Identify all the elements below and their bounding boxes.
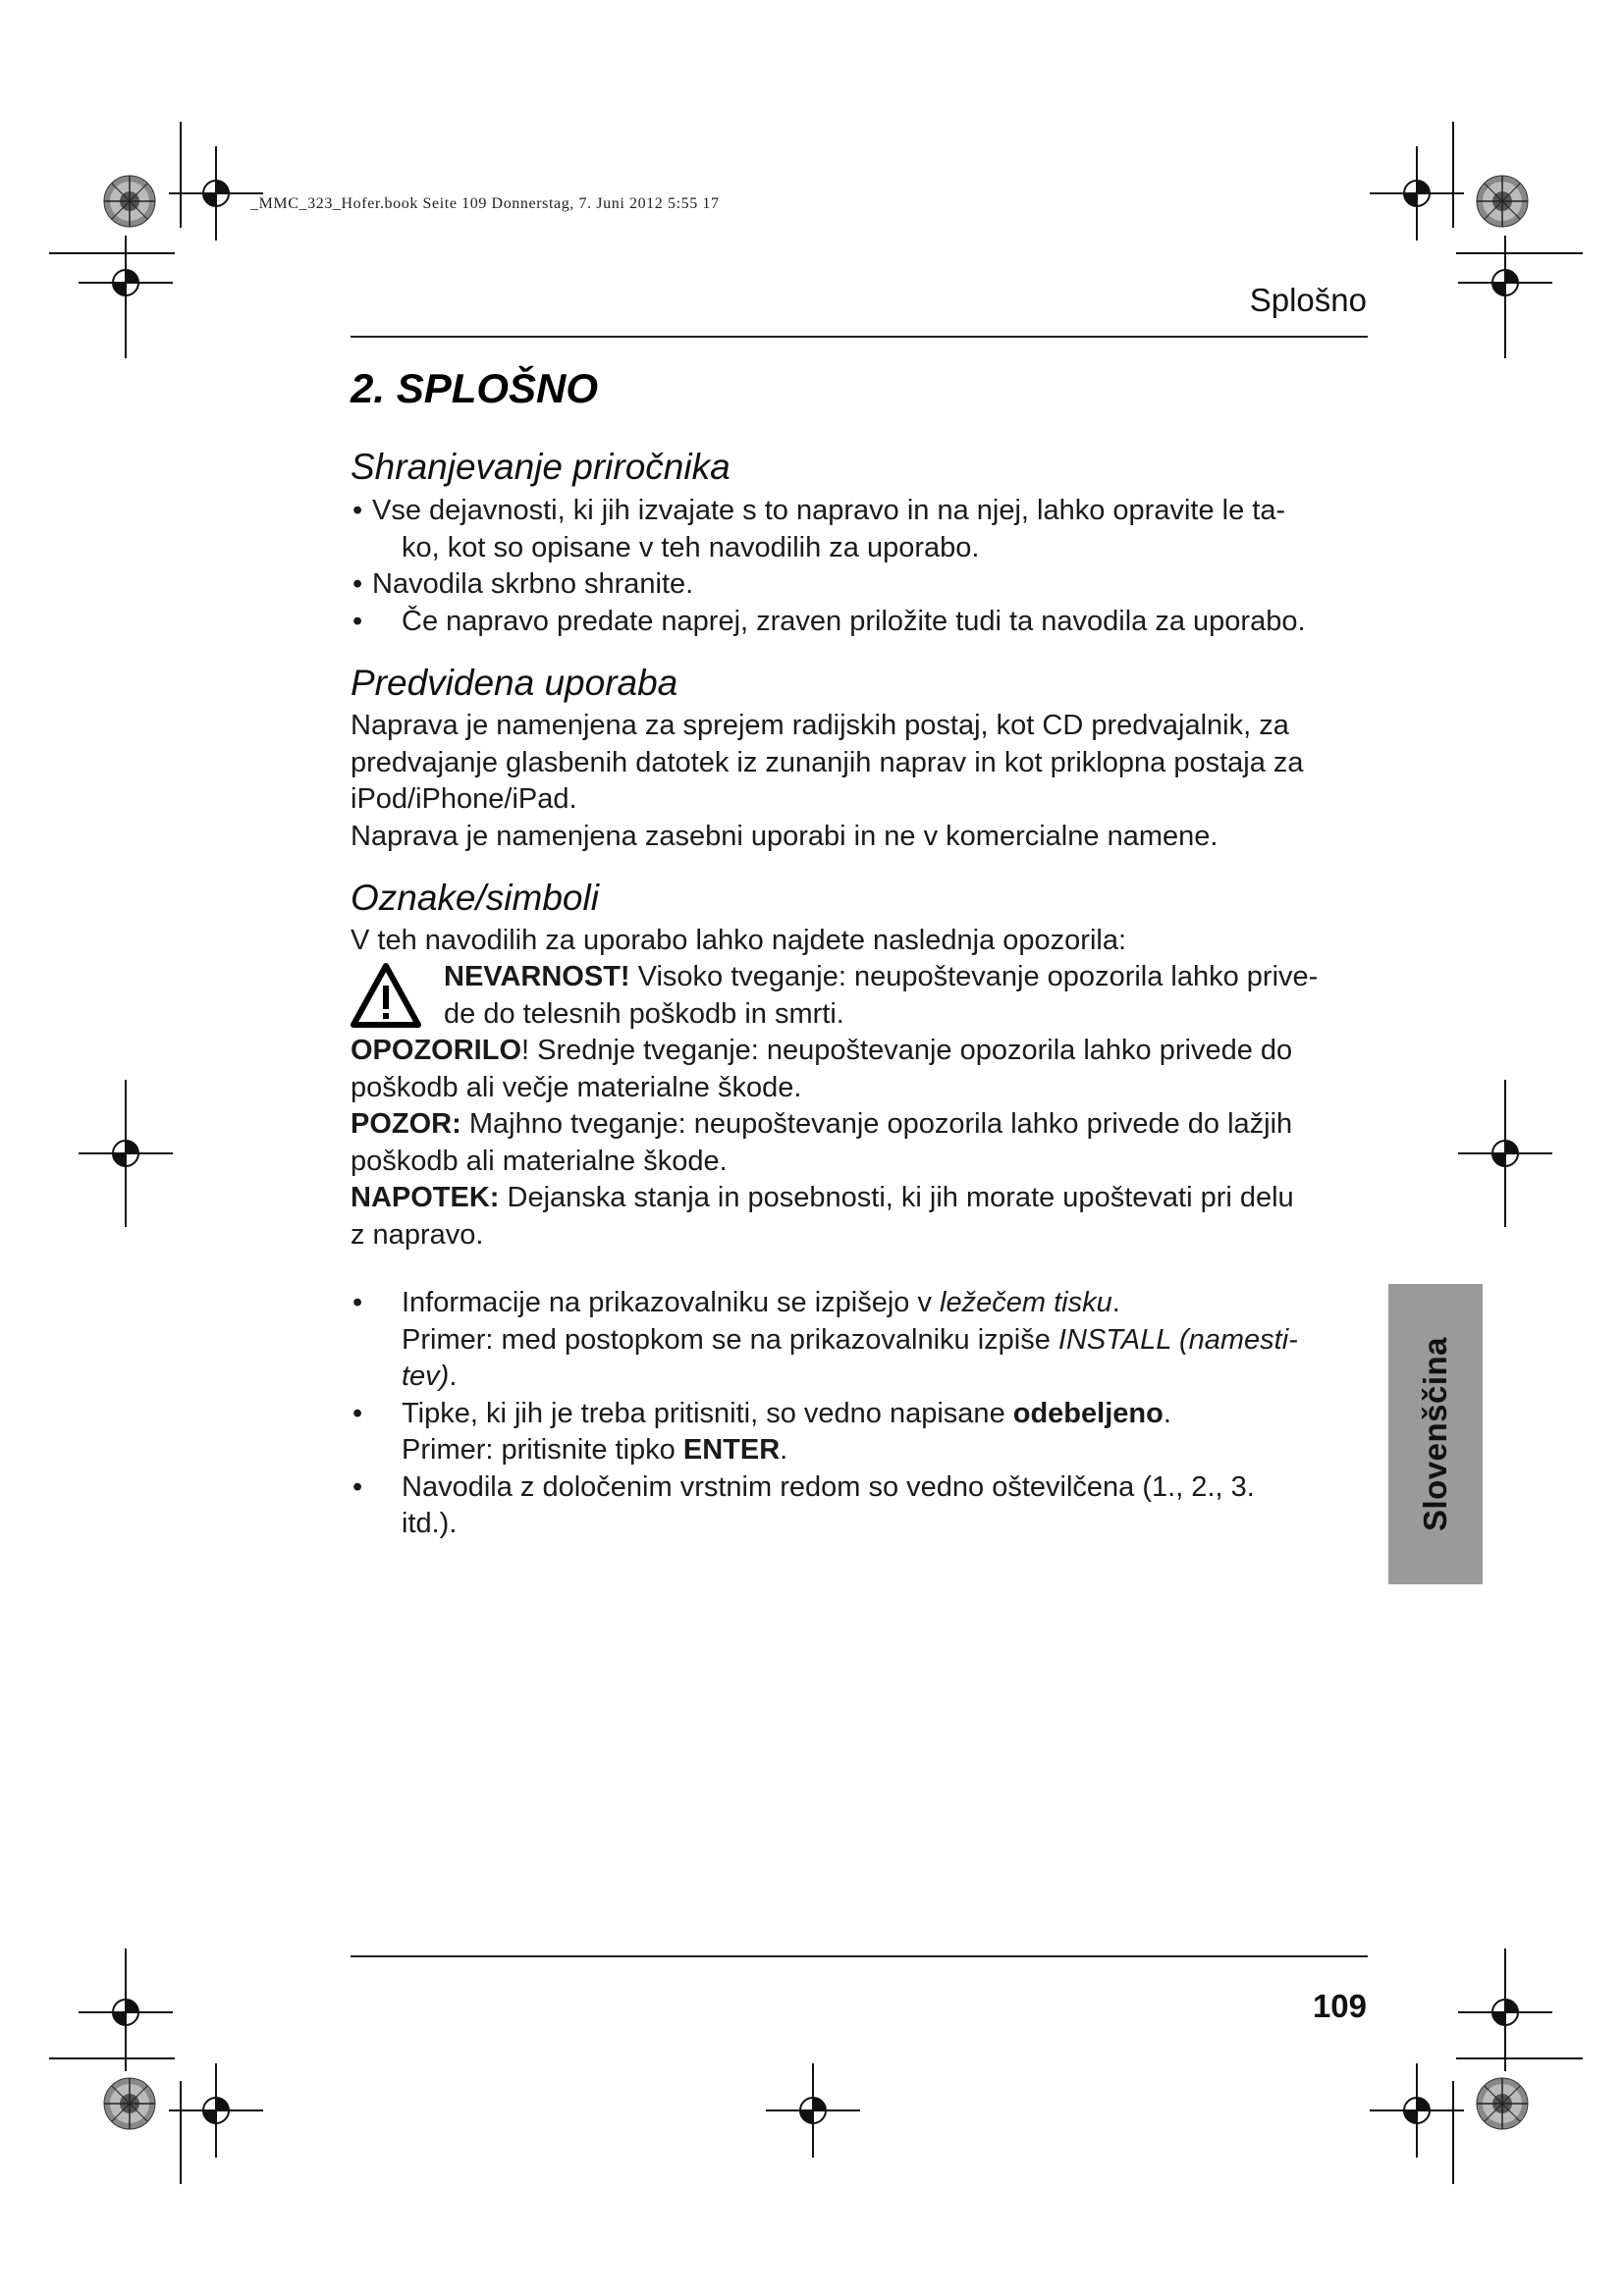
list-item <box>351 566 1372 604</box>
list-item-example-cont: tev). <box>402 1361 458 1392</box>
list-item <box>351 493 1372 530</box>
list-item-text: Informacije na prikazovalniku se izpišejo v ležečem tisku. <box>402 1287 1120 1318</box>
note-text: Dejanska stanja in posebnosti, ki jih morate upoštevati pri delu <box>499 1182 1294 1213</box>
list-item-text: Navodila skrbno shranite. <box>372 568 694 600</box>
danger-line-1 <box>351 959 1372 996</box>
bullet: • <box>352 1470 363 1503</box>
list-item-continuation: ko, kot so opisane v teh navodilih za uporabo. <box>402 531 980 563</box>
warning-label: OPOZORILO <box>351 1035 521 1066</box>
danger-text: Visoko tveganje: neupoštevanje opozorila lahko prive- <box>629 961 1319 992</box>
bullet: • <box>352 495 363 526</box>
note-line-1 <box>351 1180 1372 1217</box>
list-item-text: Navodila z določenim vrstnim redom so vedno oštevilčena (1., 2., 3. <box>402 1470 1255 1503</box>
registration-mark-icon <box>1370 2063 1464 2158</box>
bullet: • <box>352 1397 363 1429</box>
color-wheel-icon <box>104 2078 155 2129</box>
color-wheel-icon <box>104 176 155 227</box>
caution-label: POZOR: <box>351 1108 461 1140</box>
list-item-example: Primer: med postopkom se na prikazovalniku izpiše INSTALL (namesti- <box>402 1323 1298 1356</box>
list-item <box>351 1285 1332 1322</box>
caution-line-1 <box>351 1106 1372 1144</box>
bullet: • <box>352 568 363 600</box>
bullet: • <box>352 1287 363 1318</box>
intended-use-text <box>351 708 1372 855</box>
danger-block <box>351 959 1372 1254</box>
list-item-text: Tipke, ki jih je treba pritisniti, so vedno napisane odebeljeno. <box>402 1397 1171 1429</box>
bullet: • <box>352 605 363 637</box>
chapter-title: 2. SPLOŠNO <box>351 365 599 411</box>
registration-mark-icon <box>766 2063 860 2158</box>
page-number: 109 <box>1312 1988 1367 2024</box>
registration-mark-icon <box>169 146 263 240</box>
symbols-intro: V teh navodilih za uporabo lahko najdete naslednja opozorila: <box>351 925 1127 956</box>
color-wheel-icon <box>1477 2078 1528 2129</box>
registration-mark-icon <box>169 2063 263 2158</box>
header-rule <box>351 336 1368 338</box>
warning-line-2: poškodb ali večje materialne škode. <box>351 1071 802 1103</box>
text-line: Naprava je namenjena zasebni uporabi in ne v komercialne namene. <box>351 820 1218 852</box>
danger-line-2: de do telesnih poškodb in smrti. <box>444 997 844 1030</box>
storing-list <box>351 493 1372 640</box>
file-header: _MMC_323_Hofer.book Seite 109 Donnerstag, 7. Juni 2012 5:55 17 <box>250 195 720 212</box>
footer-rule <box>351 1955 1368 1957</box>
list-item <box>351 1469 1332 1507</box>
list-item-example: Primer: pritisnite tipko ENTER. <box>402 1434 788 1466</box>
list-item-text: Vse dejavnosti, ki jih izvajate s to napravo in na njej, lahko opravite le ta- <box>372 495 1286 526</box>
color-wheel-icon <box>1477 176 1528 227</box>
danger-label: NEVARNOST! <box>444 961 630 992</box>
section-title-intended-use: Predvidena uporaba <box>351 663 678 703</box>
section-title-storing: Shranjevanje priročnika <box>351 447 731 487</box>
running-head: Splošno <box>1249 282 1367 318</box>
list-item-continuation: itd.). <box>402 1508 458 1539</box>
language-tab <box>1388 1284 1483 1584</box>
list-item <box>351 604 1372 641</box>
text-line: Naprava je namenjena za sprejem radijskih postaj, kot CD predvajalnik, za <box>351 710 1289 741</box>
caution-line-2: poškodb ali materialne škode. <box>351 1145 728 1177</box>
language-tab-label: Slovenščina <box>1417 1336 1453 1532</box>
note-line-2: z napravo. <box>351 1218 484 1251</box>
list-item <box>351 1396 1332 1433</box>
section-title-symbols: Oznake/simboli <box>351 878 599 918</box>
conventions-list <box>351 1285 1332 1543</box>
caution-text: Majhno tveganje: neupoštevanje opozorila lahko privede do lažjih <box>460 1108 1293 1140</box>
registration-mark-icon <box>1370 146 1464 240</box>
warning-line-1 <box>351 1033 1372 1070</box>
note-label: NAPOTEK: <box>351 1182 500 1213</box>
text-line: predvajanje glasbenih datotek iz zunanjih naprav in kot priklopna postaja za <box>351 746 1304 778</box>
list-item-text: Če napravo predate naprej, zraven priložite tudi ta navodila za uporabo. <box>402 605 1306 637</box>
text-line: iPod/iPhone/iPad. <box>351 783 577 815</box>
warning-text: ! Srednje tveganje: neupoštevanje opozorila lahko privede do <box>521 1035 1293 1066</box>
